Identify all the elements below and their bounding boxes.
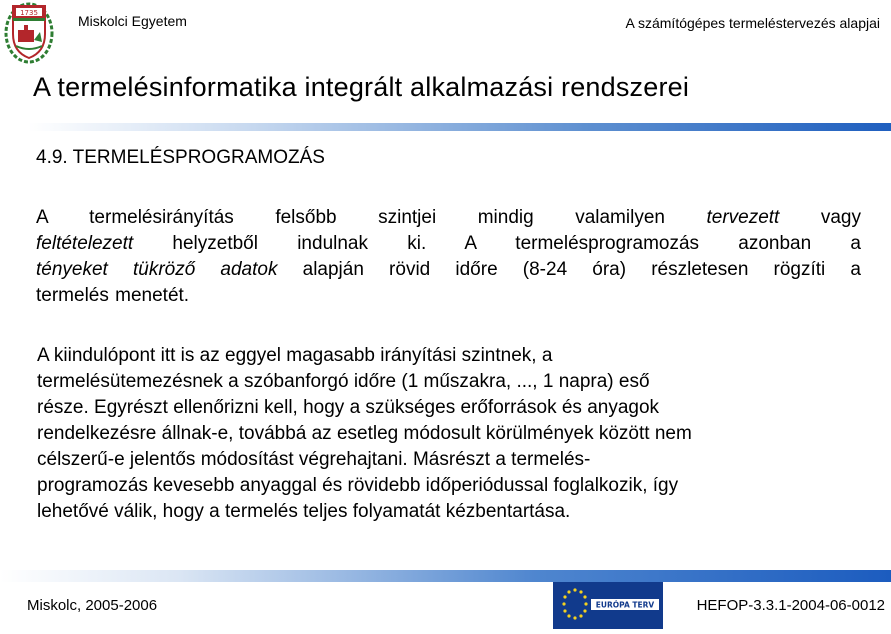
university-crest-logo — [4, 0, 54, 64]
italic-term: feltételezett — [36, 233, 134, 254]
paragraph-1-line-3 — [36, 257, 861, 283]
text-run: A termelésirányítás felsőbb szintjei mindig valamilyen — [36, 207, 707, 228]
header-institution: Miskolci Egyetem — [78, 13, 187, 29]
europa-terv-text: EURÓPA TERV — [595, 600, 655, 610]
paragraph-2-line: rendelkezésre állnak-e, továbbá az esetleg módosult körülmények között nem — [37, 423, 692, 444]
paragraph-2-line: A kiindulópont itt is az eggyel magasabb irányítási szintnek, a — [37, 345, 553, 366]
footer-location-years: Miskolc, 2005-2006 — [27, 597, 158, 614]
paragraph-2-line: része. Egyrészt ellenőrizni kell, hogy a szükséges erőforrások és anyagok — [37, 397, 660, 418]
header-course-title: A számítógépes termeléstervezés alapjai — [625, 15, 880, 31]
paragraph-2 — [37, 343, 867, 525]
paragraph-2-line: programozás kevesebb anyaggal és rövidebb időperiódussal foglalkozik, így — [37, 475, 679, 496]
footer-project-code: HEFOP-3.3.1-2004-06-0012 — [696, 597, 885, 614]
paragraph-1 — [36, 205, 861, 309]
footer-divider — [0, 570, 891, 582]
paragraph-2-line: célszerű-e jelentős módosítást végrehajtani. Másrészt a termelés- — [37, 449, 591, 470]
paragraph-2-line: lehetővé válik, hogy a termelés teljes folyamatát kézbentartása. — [37, 501, 571, 522]
text-run: alapján rövid időre (8-24 óra) részletesen rögzíti a — [277, 259, 861, 280]
slide-title: A termelésinformatika integrált alkalmazási rendszerei — [33, 72, 690, 102]
paragraph-1-line-1 — [36, 205, 861, 231]
title-divider — [28, 123, 891, 131]
paragraph-2-line: termelésütemezésnek a szóbanforgó időre (1 műszakra, ..., 1 napra) eső — [37, 371, 650, 392]
crest-year-text: 1735 — [20, 9, 38, 17]
section-heading: 4.9. TERMELÉSPROGRAMOZÁS — [36, 147, 325, 168]
italic-term: tényeket tükröző adatok — [36, 259, 278, 280]
paragraph-1-line-2 — [36, 231, 861, 257]
paragraph-1-line-4: termelés menetét. — [36, 285, 190, 306]
europa-terv-logo — [553, 582, 663, 629]
italic-term: tervezett — [706, 207, 780, 228]
text-run: vagy — [779, 207, 861, 228]
text-run: helyzetből indulnak ki. A termelésprogramozás azonban a — [133, 233, 861, 254]
